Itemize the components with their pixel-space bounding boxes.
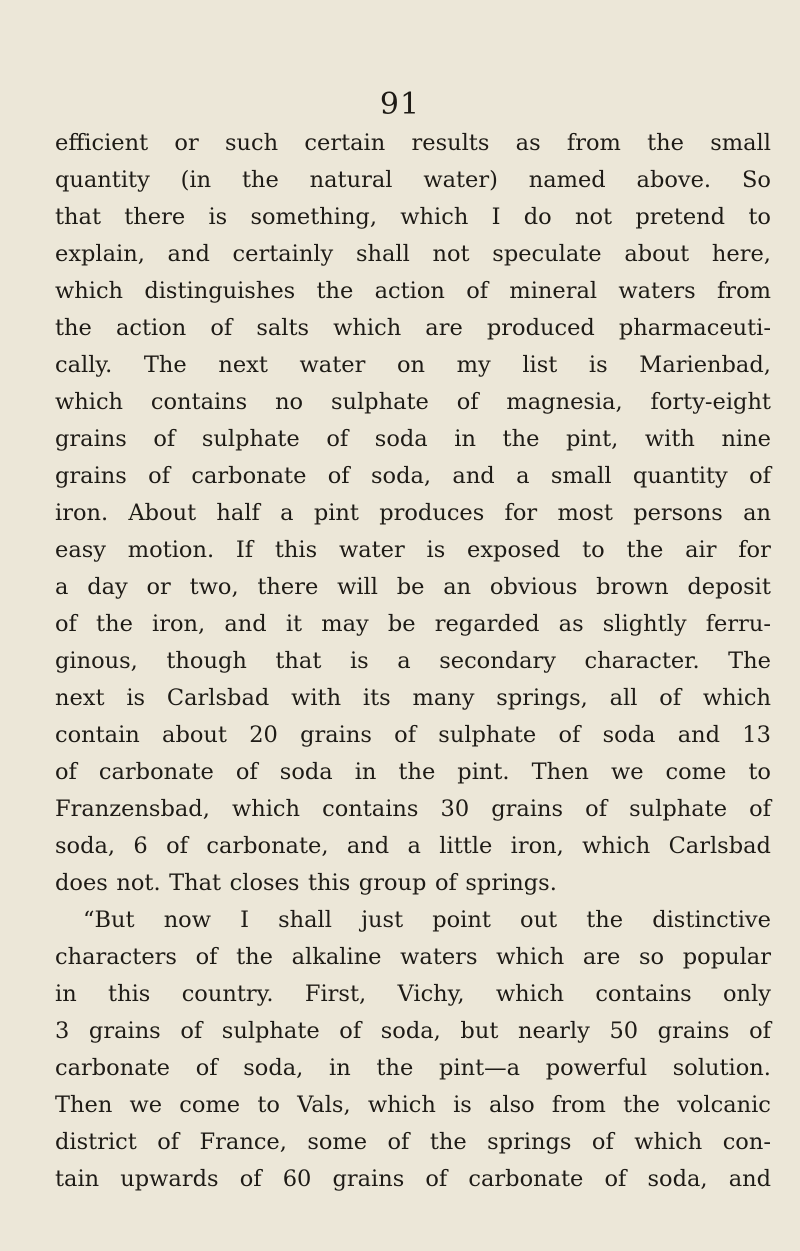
text-line: grains of carbonate of soda, and a small quantity of: [55, 463, 771, 489]
text-line: the action of salts which are produced pharmaceuti-: [55, 315, 771, 341]
text-line: which distinguishes the action of mineral waters from: [55, 278, 771, 304]
text-line: efficient or such certain results as from the small: [55, 130, 771, 156]
text-line: next is Carlsbad with its many springs, all of which: [55, 685, 771, 711]
text-line: which contains no sulphate of magnesia, forty-eight: [55, 389, 771, 415]
text-line: of carbonate of soda in the pint. Then we come to: [55, 759, 771, 785]
text-line: contain about 20 grains of sulphate of soda and 13: [55, 722, 771, 748]
text-line: in this country. First, Vichy, which contains only: [55, 981, 771, 1007]
text-line: iron. About half a pint produces for most persons an: [55, 500, 771, 526]
text-line: characters of the alkaline waters which are so popular: [55, 944, 771, 970]
text-line: soda, 6 of carbonate, and a little iron, which Carlsbad: [55, 833, 771, 859]
text-line: of the iron, and it may be regarded as slightly ferru-: [55, 611, 771, 637]
paragraph: [55, 125, 771, 902]
text-line: explain, and certainly shall not speculate about here,: [55, 241, 771, 267]
text-line: that there is something, which I do not pretend to: [55, 204, 771, 230]
text-line: grains of sulphate of soda in the pint, with nine: [55, 426, 771, 452]
text-line: a day or two, there will be an obvious brown deposit: [55, 574, 771, 600]
text-line: does not. That closes this group of springs.: [55, 870, 557, 896]
text-line: Then we come to Vals, which is also from the volcanic: [55, 1092, 771, 1118]
text-line: carbonate of soda, in the pint—a powerful solution.: [55, 1055, 771, 1081]
text-line: tain upwards of 60 grains of carbonate of soda, and: [55, 1166, 771, 1192]
page-number: 91: [379, 87, 421, 122]
text-line: ginous, though that is a secondary character. The: [55, 648, 771, 674]
paragraph: [55, 902, 771, 1198]
text-line: 3 grains of sulphate of soda, but nearly 50 grains of: [55, 1018, 771, 1044]
text-line: easy motion. If this water is exposed to the air for: [55, 537, 771, 563]
body-text: [55, 125, 771, 1198]
text-line: quantity (in the natural water) named above. So: [55, 167, 771, 193]
text-line: cally. The next water on my list is Marienbad,: [55, 352, 771, 378]
text-line: district of France, some of the springs of which con-: [55, 1129, 771, 1155]
text-line: “But now I shall just point out the distinctive: [83, 907, 771, 933]
text-line: Franzensbad, which contains 30 grains of sulphate of: [55, 796, 771, 822]
